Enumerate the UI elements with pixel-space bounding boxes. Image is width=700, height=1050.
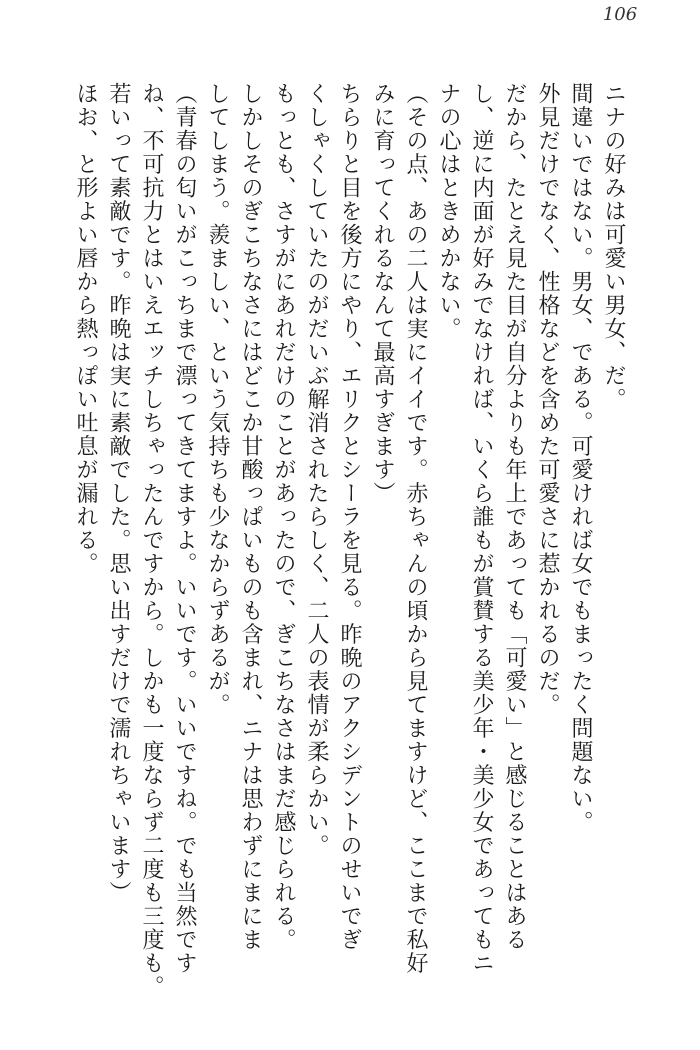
text-line: しかしそのぎこちなさにはどこか甘酸っぱいものも含まれ、ニナは思わずにまにま (238, 82, 263, 952)
text-line: してしまう。羨ましい、という気持ちも少なからずあるが。 (205, 82, 230, 717)
text-line: 間違いではない。男女、である。可愛ければ女でもまったく問題ない。 (568, 82, 593, 834)
text-line: ナの心はときめかない。 (436, 82, 461, 341)
text-line: （その点、あの二人は実にイイです。赤ちゃんの頃から見てますけど、ここまで私好 (403, 82, 428, 975)
text-line: みに育ってくれるなんて最高すぎます） (370, 82, 395, 505)
body-text (58, 82, 630, 1002)
text-line: もっとも、さすがにあれだけのことがあったので、ぎこちなさはまだ感じられる。 (271, 82, 296, 952)
text-line: ちらりと目を後方にやり、エリクとシーラを見る。昨晩のアクシデントのせいでぎ (337, 82, 362, 952)
text-line: ほお、と形よい唇から熱っぽい吐息が漏れる。 (73, 82, 98, 576)
text-line: ね、不可抗力とはいえエッチしちゃったんですから。しかも一度ならず二度も三度も。 (139, 82, 164, 999)
vertical-text-column (69, 82, 630, 1002)
text-line: 外見だけでなく、性格などを含めた可愛さに惹かれるのだ。 (535, 82, 560, 717)
text-line: ニナの好みは可愛い男女、だ。 (601, 82, 626, 411)
text-line: 若いって素敵です。昨晩は実に素敵でした。思い出すだけで濡れちゃいます） (106, 82, 131, 905)
page-number: 106 (602, 4, 638, 25)
text-line: だから、たとえ見た目が自分よりも年上であっても「可愛い」と感じることはある (502, 82, 527, 952)
text-line: （青春の匂いがこっちまで漂ってきてますよ。いいです。いいですね。でも当然です (172, 82, 197, 975)
text-line: し、逆に内面が好みでなければ、いくら誰もが賞賛する美少年・美少女であってもニ (469, 82, 494, 975)
text-line: くしゃくしていたのがだいぶ解消されたらしく、二人の表情が柔らかい。 (304, 82, 329, 858)
